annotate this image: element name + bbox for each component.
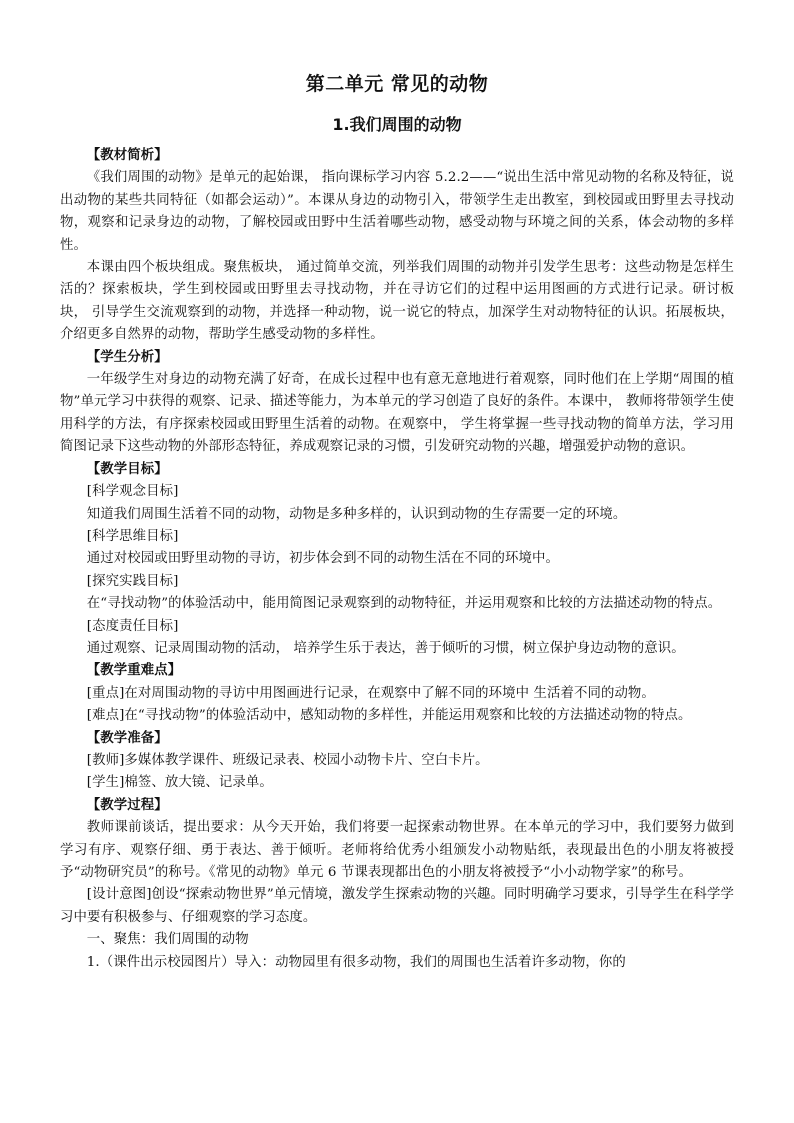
section-heading: 【学生分析】 — [86, 349, 168, 365]
paragraph: 通过观察、记录周围动物的活动， 培养学生乐于表达，善于倾听的习惯，树立保护身边动物的意识。 — [86, 640, 685, 656]
paragraph: 教师课前谈话，提出要求：从今天开始，我们将要一起探索动物世界。在本单元的学习中，我们要努力做到学习有序、观察仔细、勇于表达、善于倾听。老师将给优秀小组颁发小动物贴纸，表现最出色的小朋友将被授予“动物研究员”的称号。《常见的动物》单元 6 节课表现都出色的小朋友将被授予“小小动物学家”的称号。 — [60, 820, 734, 880]
paragraph: [难点]在“寻找动物”的体验活动中，感知动物的多样性，并能运用观察和比较的方法描述动物的特点。 — [86, 708, 692, 724]
document-body — [60, 145, 734, 974]
paragraph: 一、聚焦：我们周围的动物 — [86, 932, 249, 948]
section-heading: 【教学重难点】 — [86, 663, 182, 679]
section-heading: 【教学过程】 — [86, 797, 168, 813]
paragraph: [学生]棉签、放大镜、记录单。 — [86, 775, 273, 791]
paragraph: [科学思维目标] — [86, 528, 179, 544]
paragraph: 通过对校园或田野里动物的寻访，初步体会到不同的动物生活在不同的环境中。 — [86, 551, 559, 567]
paragraph: [探究实践目标] — [86, 573, 179, 589]
paragraph: 在“寻找动物”的体验活动中，能用简图记录观察到的动物特征，并运用观察和比较的方法描述动物的特点。 — [86, 596, 722, 612]
paragraph: [设计意图]创设“探索动物世界”单元情境，激发学生探索动物的兴趣。同时明确学习要求，引导学生在科学学习中要有积极参与、仔细观察的学习态度。 — [60, 887, 734, 925]
paragraph: 1.（课件出示校园图片）导入：动物园里有很多动物，我们的周围也生活着许多动物，你的 — [86, 954, 626, 970]
lesson-title: 1.我们周围的动物 — [332, 115, 462, 134]
paragraph: 知道我们周围生活着不同的动物，动物是多种多样的，认识到动物的生存需要一定的环境。 — [86, 506, 627, 522]
paragraph: [态度责任目标] — [86, 618, 179, 634]
paragraph: [教师]多媒体教学课件、班级记录表、校园小动物卡片、空白卡片。 — [86, 752, 489, 768]
section-heading: 【教学目标】 — [86, 461, 168, 477]
paragraph: 本课由四个板块组成。聚焦板块， 通过简单交流，列举我们周围的动物并引发学生思考：这些动物是怎样生活的？探索板块，学生到校园或田野里去寻找动物，并在寻访它们的过程中运用图画的方式进行记录。研讨板块， 引导学生交流观察到的动物，并选择一种动物，说一说它的特点，加深学生对动物特征的认识。拓展板块，介绍更多自然界的动物，帮助学生感受动物的多样性。 — [60, 260, 734, 343]
paragraph: [重点]在对周围动物的寻访中用图画进行记录，在观察中了解不同的环境中 生活着不同的动物。 — [86, 685, 655, 701]
paragraph: 《我们周围的动物》是单元的起始课， 指向课标学习内容 5.2.2——“说出生活中常见动物的名称及特征，说出动物的某些共同特征（如都会运动）”。本课从身边的动物引入，带领学生走出教室，到校园或田野里去寻找动物，观察和记录身边的动物，了解校园或田野中生活着哪些动物，感受动物与环境之间的关系，体会动物的多样性。 — [60, 170, 734, 253]
section-heading: 【教学准备】 — [86, 730, 168, 746]
paragraph: 一年级学生对身边的动物充满了好奇，在成长过程中也有意无意地进行着观察，同时他们在上学期“周围的植物”单元学习中获得的观察、记录、描述等能力，为本单元的学习创造了良好的条件。本课中， 教师将带领学生使用科学的方法，有序探索校园或田野里生活着的动物。在观察中， 学生将掌握一些寻找动物的简单方法，学习用简图记录下这些动物的外部形态特征，养成观察记录的习惯，引发研究动物的兴趣，增强爱护动物的意识。 — [60, 372, 734, 455]
document-title: 第二单元 常见的动物 — [305, 73, 489, 95]
section-heading: 【教材简析】 — [86, 148, 168, 163]
paragraph: [科学观念目标] — [86, 484, 179, 500]
